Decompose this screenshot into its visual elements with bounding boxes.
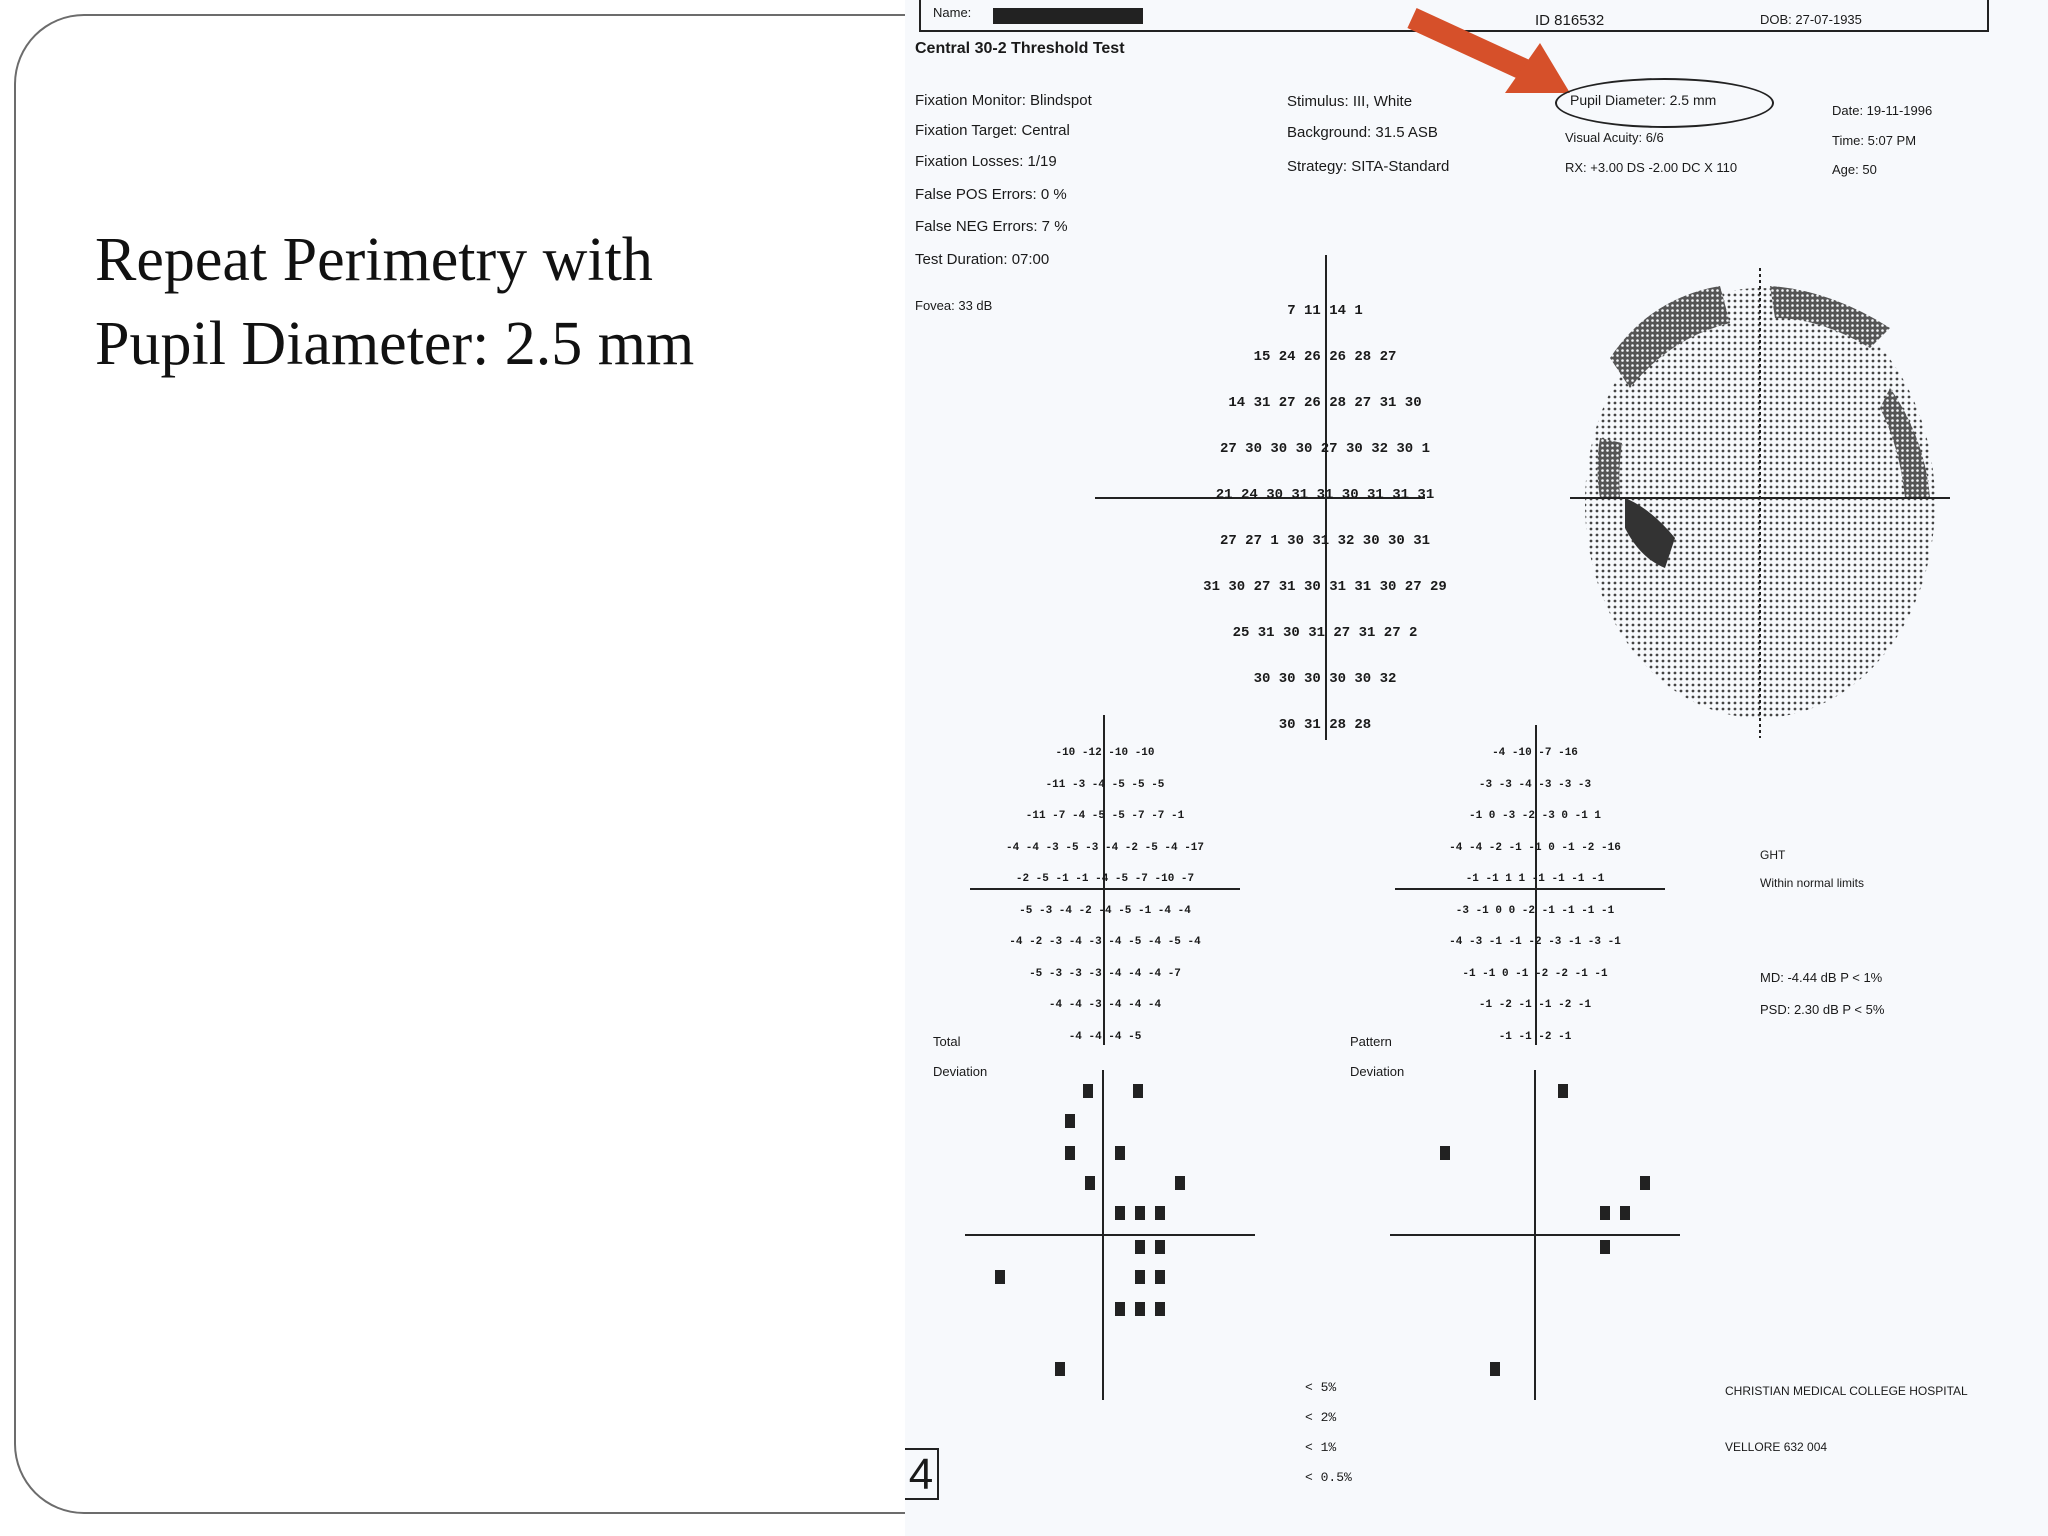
threshold-values-grid bbox=[1130, 288, 1520, 748]
test-name: Central 30-2 Threshold Test bbox=[915, 40, 1125, 57]
total-dev-row: -5 -3 -3 -3 -4 -4 -4 -7 bbox=[1029, 967, 1181, 980]
pupil-diameter: Pupil Diameter: 2.5 mm bbox=[1570, 92, 1717, 108]
visual-acuity: Visual Acuity: 6/6 bbox=[1565, 130, 1664, 145]
threshold-row: 21 24 30 31 31 30 31 31 31 bbox=[1215, 487, 1435, 503]
strategy: Strategy: SITA-Standard bbox=[1287, 158, 1450, 175]
threshold-row: 25 31 30 31 27 31 27 2 bbox=[1232, 625, 1418, 641]
pattern-dev-row: -1 -1 1 1 -1 -1 -1 -1 bbox=[1465, 873, 1605, 885]
threshold-row: 7 11 14 1 bbox=[1287, 303, 1363, 319]
slide-number: 4 bbox=[905, 1448, 939, 1500]
threshold-row: 27 30 30 30 27 30 32 30 1 bbox=[1219, 441, 1431, 457]
test-duration: Test Duration: 07:00 bbox=[915, 251, 1050, 268]
threshold-row: 27 27 1 30 31 32 30 30 31 bbox=[1219, 533, 1431, 549]
rx-value: RX: +3.00 DS -2.00 DC X 110 bbox=[1565, 160, 1738, 175]
pattern-dev-row: -1 -1 -2 -1 bbox=[1498, 1030, 1572, 1043]
slide-title-line-1: Repeat Perimetry with bbox=[95, 226, 653, 294]
pattern-dev-probability-plot bbox=[1390, 1070, 1690, 1400]
total-dev-row: -4 -4 -4 -5 bbox=[1068, 1030, 1142, 1043]
total-dev-row: -10 -12 -10 -10 bbox=[1055, 747, 1155, 759]
total-dev-row: -11 -7 -4 -5 -5 -7 -7 -1 bbox=[1025, 810, 1185, 822]
total-dev-row: -2 -5 -1 -1 -4 -5 -7 -10 -7 bbox=[1015, 873, 1195, 885]
date-of-birth: DOB: 27-07-1935 bbox=[1760, 12, 1862, 27]
pattern-std-deviation: PSD: 2.30 dB P < 5% bbox=[1760, 1002, 1885, 1017]
threshold-row: 30 31 28 28 bbox=[1278, 717, 1372, 733]
legend-5pct: < 5% bbox=[1305, 1380, 1337, 1395]
total-dev-row: -4 -4 -3 -5 -3 -4 -2 -5 -4 -17 bbox=[1005, 841, 1205, 854]
test-date: Date: 19-11-1996 bbox=[1832, 103, 1933, 118]
pattern-dev-row: -4 -4 -2 -1 -1 0 -1 -2 -16 bbox=[1449, 841, 1621, 854]
threshold-row: 15 24 26 26 28 27 bbox=[1253, 349, 1397, 365]
fixation-losses: Fixation Losses: 1/19 bbox=[915, 153, 1057, 170]
legend-1pct: < 1% bbox=[1305, 1440, 1337, 1455]
total-dev-row: -4 -4 -3 -4 -4 -4 bbox=[1048, 999, 1162, 1011]
total-dev-label-2: Deviation bbox=[933, 1064, 988, 1079]
test-time: Time: 5:07 PM bbox=[1832, 133, 1917, 148]
institution-city: VELLORE 632 004 bbox=[1725, 1440, 1828, 1454]
grayscale-field-plot bbox=[1570, 268, 1950, 738]
total-dev-label-1: Total bbox=[933, 1034, 961, 1049]
total-dev-row: -4 -2 -3 -4 -3 -4 -5 -4 -5 -4 bbox=[1009, 936, 1201, 948]
ght-value: Within normal limits bbox=[1760, 876, 1865, 890]
slide-title bbox=[95, 218, 855, 386]
legend-2pct: < 2% bbox=[1305, 1410, 1337, 1425]
orange-arrow-icon bbox=[1400, 8, 1580, 98]
pattern-deviation-grid bbox=[1375, 738, 1695, 1053]
threshold-row: 14 31 27 26 28 27 31 30 bbox=[1228, 395, 1422, 411]
mean-deviation: MD: -4.44 dB P < 1% bbox=[1760, 970, 1883, 985]
legend-05pct: < 0.5% bbox=[1305, 1470, 1352, 1485]
patient-age: Age: 50 bbox=[1832, 162, 1877, 177]
pattern-dev-row: -1 0 -3 -2 -3 0 -1 1 bbox=[1468, 810, 1602, 822]
fovea-value: Fovea: 33 dB bbox=[915, 298, 993, 313]
pattern-dev-row: -3 -3 -4 -3 -3 -3 bbox=[1478, 778, 1592, 791]
slide-title-line-2: Pupil Diameter: 2.5 mm bbox=[95, 310, 695, 378]
pattern-dev-row: -4 -3 -1 -1 -2 -3 -1 -3 -1 bbox=[1449, 936, 1621, 948]
threshold-row: 31 30 27 31 30 31 31 30 27 29 bbox=[1203, 579, 1447, 595]
redacted-name bbox=[993, 8, 1143, 24]
patient-id: ID 816532 bbox=[1535, 12, 1605, 29]
fixation-monitor: Fixation Monitor: Blindspot bbox=[915, 92, 1092, 109]
false-pos-errors: False POS Errors: 0 % bbox=[915, 186, 1067, 203]
false-neg-errors: False NEG Errors: 7 % bbox=[915, 218, 1068, 235]
total-dev-row: -11 -3 -4 -5 -5 -5 bbox=[1045, 778, 1165, 791]
pattern-dev-row: -1 -2 -1 -1 -2 -1 bbox=[1478, 999, 1592, 1011]
pattern-dev-row: -4 -10 -7 -16 bbox=[1492, 747, 1578, 759]
stimulus: Stimulus: III, White bbox=[1287, 93, 1413, 110]
total-deviation-grid bbox=[945, 738, 1265, 1053]
total-dev-probability-plot bbox=[965, 1070, 1265, 1400]
institution-name: CHRISTIAN MEDICAL COLLEGE HOSPITAL bbox=[1725, 1384, 1968, 1398]
pattern-dev-label-2: Deviation bbox=[1350, 1064, 1405, 1079]
total-dev-row: -5 -3 -4 -2 -4 -5 -1 -4 -4 bbox=[1019, 904, 1191, 917]
perimetry-report-scan bbox=[905, 0, 2048, 1536]
pattern-dev-label-1: Pattern bbox=[1350, 1034, 1392, 1049]
name-label: Name: bbox=[933, 5, 972, 20]
ght-label: GHT bbox=[1760, 848, 1786, 862]
pattern-dev-row: -1 -1 0 -1 -2 -2 -1 -1 bbox=[1462, 967, 1608, 980]
threshold-row: 30 30 30 30 30 32 bbox=[1253, 671, 1397, 687]
fixation-target: Fixation Target: Central bbox=[915, 122, 1070, 139]
pattern-dev-row: -3 -1 0 0 -2 -1 -1 -1 -1 bbox=[1455, 904, 1615, 917]
background: Background: 31.5 ASB bbox=[1287, 124, 1438, 141]
